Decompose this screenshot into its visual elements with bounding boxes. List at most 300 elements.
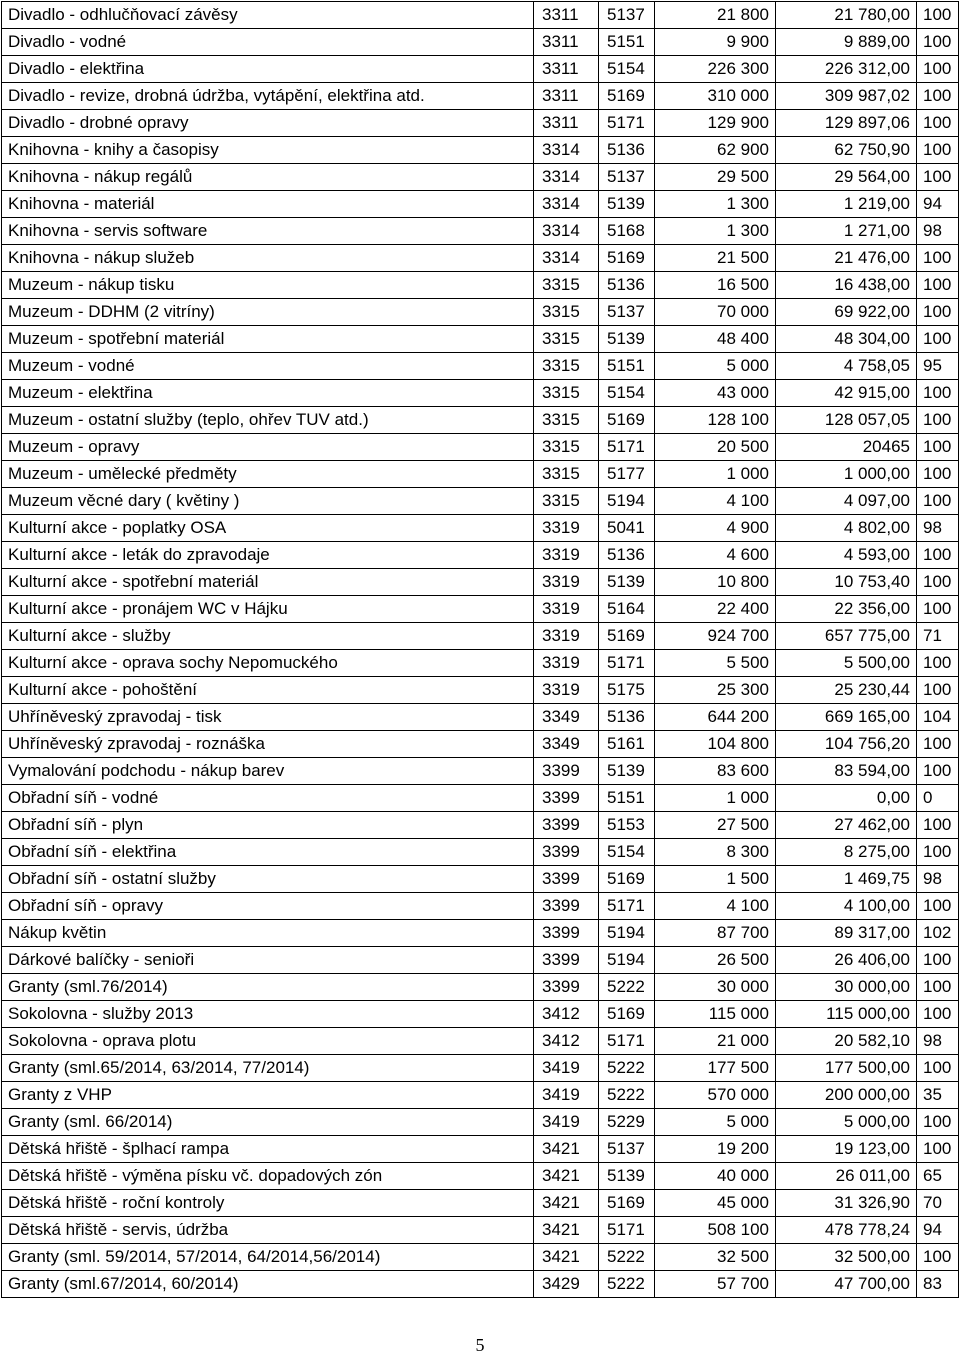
item-name-cell: Granty (sml. 59/2014, 57/2014, 64/2014,56/2014) <box>2 1244 534 1271</box>
table-row <box>2 1055 959 1082</box>
paragraph-cell: 3315 <box>534 434 599 461</box>
item-code-cell: 5136 <box>599 542 655 569</box>
table-row <box>2 1244 959 1271</box>
percent-cell: 0 <box>917 785 959 812</box>
item-name-cell: Kulturní akce - oprava sochy Nepomuckého <box>2 650 534 677</box>
item-code-cell: 5151 <box>599 785 655 812</box>
item-name-cell: Vymalování podchodu - nákup barev <box>2 758 534 785</box>
item-code-cell: 5222 <box>599 1055 655 1082</box>
spent-cell: 226 312,00 <box>776 56 917 83</box>
budget-cell: 20 500 <box>655 434 776 461</box>
item-code-cell: 5169 <box>599 83 655 110</box>
item-code-cell: 5161 <box>599 731 655 758</box>
item-code-cell: 5041 <box>599 515 655 542</box>
item-code-cell: 5168 <box>599 218 655 245</box>
percent-cell: 100 <box>917 758 959 785</box>
paragraph-cell: 3421 <box>534 1244 599 1271</box>
spent-cell: 29 564,00 <box>776 164 917 191</box>
spent-cell: 5 000,00 <box>776 1109 917 1136</box>
item-name-cell: Muzeum - vodné <box>2 353 534 380</box>
table-row <box>2 218 959 245</box>
table-row <box>2 272 959 299</box>
spent-cell: 21 780,00 <box>776 2 917 29</box>
spent-cell: 83 594,00 <box>776 758 917 785</box>
budget-cell: 32 500 <box>655 1244 776 1271</box>
budget-table-body <box>2 2 959 1298</box>
item-name-cell: Kulturní akce - pohoštění <box>2 677 534 704</box>
paragraph-cell: 3349 <box>534 704 599 731</box>
percent-cell: 100 <box>917 380 959 407</box>
budget-cell: 40 000 <box>655 1163 776 1190</box>
paragraph-cell: 3421 <box>534 1163 599 1190</box>
item-name-cell: Obřadní síň - elektřina <box>2 839 534 866</box>
item-code-cell: 5139 <box>599 569 655 596</box>
paragraph-cell: 3349 <box>534 731 599 758</box>
item-code-cell: 5151 <box>599 29 655 56</box>
paragraph-cell: 3399 <box>534 974 599 1001</box>
item-code-cell: 5171 <box>599 1217 655 1244</box>
budget-cell: 87 700 <box>655 920 776 947</box>
percent-cell: 71 <box>917 623 959 650</box>
percent-cell: 100 <box>917 1109 959 1136</box>
budget-cell: 129 900 <box>655 110 776 137</box>
item-name-cell: Dětská hřiště - šplhací rampa <box>2 1136 534 1163</box>
budget-cell: 924 700 <box>655 623 776 650</box>
budget-cell: 70 000 <box>655 299 776 326</box>
spent-cell: 42 915,00 <box>776 380 917 407</box>
item-name-cell: Knihovna - knihy a časopisy <box>2 137 534 164</box>
item-name-cell: Granty (sml.65/2014, 63/2014, 77/2014) <box>2 1055 534 1082</box>
budget-cell: 644 200 <box>655 704 776 731</box>
item-code-cell: 5222 <box>599 1082 655 1109</box>
page-number: 5 <box>475 1335 485 1355</box>
percent-cell: 100 <box>917 299 959 326</box>
budget-cell: 570 000 <box>655 1082 776 1109</box>
item-name-cell: Muzeum věcné dary ( květiny ) <box>2 488 534 515</box>
spent-cell: 10 753,40 <box>776 569 917 596</box>
budget-cell: 16 500 <box>655 272 776 299</box>
item-name-cell: Knihovna - servis software <box>2 218 534 245</box>
percent-cell: 100 <box>917 839 959 866</box>
percent-cell: 94 <box>917 191 959 218</box>
percent-cell: 100 <box>917 83 959 110</box>
paragraph-cell: 3319 <box>534 569 599 596</box>
item-name-cell: Granty (sml.67/2014, 60/2014) <box>2 1271 534 1298</box>
spent-cell: 25 230,44 <box>776 677 917 704</box>
item-code-cell: 5153 <box>599 812 655 839</box>
item-code-cell: 5169 <box>599 407 655 434</box>
table-row <box>2 677 959 704</box>
spent-cell: 30 000,00 <box>776 974 917 1001</box>
percent-cell: 65 <box>917 1163 959 1190</box>
paragraph-cell: 3319 <box>534 650 599 677</box>
percent-cell: 100 <box>917 569 959 596</box>
paragraph-cell: 3311 <box>534 29 599 56</box>
spent-cell: 9 889,00 <box>776 29 917 56</box>
budget-cell: 5 000 <box>655 353 776 380</box>
item-code-cell: 5229 <box>599 1109 655 1136</box>
budget-cell: 4 900 <box>655 515 776 542</box>
table-row <box>2 1028 959 1055</box>
budget-cell: 508 100 <box>655 1217 776 1244</box>
item-code-cell: 5136 <box>599 137 655 164</box>
spent-cell: 309 987,02 <box>776 83 917 110</box>
item-name-cell: Obřadní síň - ostatní služby <box>2 866 534 893</box>
paragraph-cell: 3399 <box>534 785 599 812</box>
spent-cell: 22 356,00 <box>776 596 917 623</box>
item-code-cell: 5169 <box>599 623 655 650</box>
paragraph-cell: 3315 <box>534 353 599 380</box>
percent-cell: 83 <box>917 1271 959 1298</box>
table-row <box>2 461 959 488</box>
item-name-cell: Nákup květin <box>2 920 534 947</box>
percent-cell: 100 <box>917 650 959 677</box>
item-code-cell: 5169 <box>599 1001 655 1028</box>
item-name-cell: Divadlo - elektřina <box>2 56 534 83</box>
percent-cell: 102 <box>917 920 959 947</box>
budget-cell: 83 600 <box>655 758 776 785</box>
paragraph-cell: 3319 <box>534 515 599 542</box>
table-row <box>2 785 959 812</box>
item-name-cell: Muzeum - elektřina <box>2 380 534 407</box>
percent-cell: 100 <box>917 488 959 515</box>
budget-cell: 9 900 <box>655 29 776 56</box>
paragraph-cell: 3319 <box>534 596 599 623</box>
item-name-cell: Obřadní síň - plyn <box>2 812 534 839</box>
paragraph-cell: 3421 <box>534 1190 599 1217</box>
spent-cell: 16 438,00 <box>776 272 917 299</box>
spent-cell: 657 775,00 <box>776 623 917 650</box>
paragraph-cell: 3314 <box>534 137 599 164</box>
table-row <box>2 1136 959 1163</box>
spent-cell: 8 275,00 <box>776 839 917 866</box>
budget-cell: 4 100 <box>655 893 776 920</box>
table-row <box>2 1163 959 1190</box>
item-code-cell: 5169 <box>599 866 655 893</box>
item-code-cell: 5177 <box>599 461 655 488</box>
paragraph-cell: 3421 <box>534 1136 599 1163</box>
budget-cell: 5 000 <box>655 1109 776 1136</box>
budget-cell: 45 000 <box>655 1190 776 1217</box>
paragraph-cell: 3315 <box>534 380 599 407</box>
table-row <box>2 380 959 407</box>
budget-cell: 27 500 <box>655 812 776 839</box>
percent-cell: 100 <box>917 947 959 974</box>
budget-cell: 177 500 <box>655 1055 776 1082</box>
paragraph-cell: 3421 <box>534 1217 599 1244</box>
spent-cell: 128 057,05 <box>776 407 917 434</box>
paragraph-cell: 3315 <box>534 299 599 326</box>
paragraph-cell: 3314 <box>534 245 599 272</box>
spent-cell: 200 000,00 <box>776 1082 917 1109</box>
budget-cell: 8 300 <box>655 839 776 866</box>
spent-cell: 32 500,00 <box>776 1244 917 1271</box>
paragraph-cell: 3311 <box>534 56 599 83</box>
item-code-cell: 5139 <box>599 1163 655 1190</box>
item-name-cell: Knihovna - materiál <box>2 191 534 218</box>
item-name-cell: Divadlo - revize, drobná údržba, vytápění, elektřina atd. <box>2 83 534 110</box>
table-row <box>2 758 959 785</box>
paragraph-cell: 3314 <box>534 164 599 191</box>
percent-cell: 100 <box>917 461 959 488</box>
spent-cell: 5 500,00 <box>776 650 917 677</box>
spent-cell: 4 758,05 <box>776 353 917 380</box>
item-name-cell: Knihovna - nákup služeb <box>2 245 534 272</box>
paragraph-cell: 3399 <box>534 920 599 947</box>
paragraph-cell: 3399 <box>534 758 599 785</box>
item-code-cell: 5171 <box>599 1028 655 1055</box>
budget-cell: 48 400 <box>655 326 776 353</box>
paragraph-cell: 3315 <box>534 272 599 299</box>
percent-cell: 100 <box>917 893 959 920</box>
spent-cell: 48 304,00 <box>776 326 917 353</box>
item-code-cell: 5137 <box>599 1136 655 1163</box>
budget-cell: 21 800 <box>655 2 776 29</box>
percent-cell: 100 <box>917 407 959 434</box>
item-name-cell: Kulturní akce - služby <box>2 623 534 650</box>
spent-cell: 26 406,00 <box>776 947 917 974</box>
paragraph-cell: 3399 <box>534 812 599 839</box>
item-code-cell: 5171 <box>599 650 655 677</box>
item-name-cell: Dárkové balíčky - senioři <box>2 947 534 974</box>
percent-cell: 98 <box>917 515 959 542</box>
spent-cell: 31 326,90 <box>776 1190 917 1217</box>
percent-cell: 100 <box>917 1136 959 1163</box>
budget-cell: 104 800 <box>655 731 776 758</box>
budget-cell: 226 300 <box>655 56 776 83</box>
table-row <box>2 299 959 326</box>
item-name-cell: Granty (sml.76/2014) <box>2 974 534 1001</box>
table-row <box>2 83 959 110</box>
paragraph-cell: 3399 <box>534 839 599 866</box>
spent-cell: 115 000,00 <box>776 1001 917 1028</box>
spent-cell: 1 469,75 <box>776 866 917 893</box>
table-row <box>2 974 959 1001</box>
percent-cell: 100 <box>917 974 959 1001</box>
spent-cell: 177 500,00 <box>776 1055 917 1082</box>
paragraph-cell: 3319 <box>534 623 599 650</box>
percent-cell: 35 <box>917 1082 959 1109</box>
paragraph-cell: 3419 <box>534 1055 599 1082</box>
paragraph-cell: 3319 <box>534 542 599 569</box>
paragraph-cell: 3315 <box>534 488 599 515</box>
budget-cell: 21 000 <box>655 1028 776 1055</box>
paragraph-cell: 3311 <box>534 2 599 29</box>
budget-cell: 128 100 <box>655 407 776 434</box>
budget-cell: 10 800 <box>655 569 776 596</box>
table-row <box>2 515 959 542</box>
item-name-cell: Granty z VHP <box>2 1082 534 1109</box>
item-name-cell: Dětská hřiště - výměna písku vč. dopadových zón <box>2 1163 534 1190</box>
item-code-cell: 5137 <box>599 164 655 191</box>
item-code-cell: 5222 <box>599 974 655 1001</box>
percent-cell: 100 <box>917 29 959 56</box>
item-name-cell: Muzeum - umělecké předměty <box>2 461 534 488</box>
percent-cell: 70 <box>917 1190 959 1217</box>
percent-cell: 100 <box>917 245 959 272</box>
spent-cell: 669 165,00 <box>776 704 917 731</box>
item-code-cell: 5194 <box>599 947 655 974</box>
paragraph-cell: 3314 <box>534 191 599 218</box>
item-code-cell: 5171 <box>599 110 655 137</box>
budget-cell: 5 500 <box>655 650 776 677</box>
budget-cell: 310 000 <box>655 83 776 110</box>
paragraph-cell: 3315 <box>534 461 599 488</box>
percent-cell: 100 <box>917 2 959 29</box>
table-row <box>2 704 959 731</box>
item-name-cell: Divadlo - odhlučňovací závěsy <box>2 2 534 29</box>
table-row <box>2 596 959 623</box>
percent-cell: 100 <box>917 731 959 758</box>
budget-cell: 1 300 <box>655 218 776 245</box>
percent-cell: 104 <box>917 704 959 731</box>
percent-cell: 100 <box>917 272 959 299</box>
table-row <box>2 2 959 29</box>
item-name-cell: Obřadní síň - vodné <box>2 785 534 812</box>
item-name-cell: Divadlo - vodné <box>2 29 534 56</box>
item-name-cell: Obřadní síň - opravy <box>2 893 534 920</box>
spent-cell: 26 011,00 <box>776 1163 917 1190</box>
spent-cell: 4 593,00 <box>776 542 917 569</box>
paragraph-cell: 3311 <box>534 110 599 137</box>
spent-cell: 1 000,00 <box>776 461 917 488</box>
item-code-cell: 5175 <box>599 677 655 704</box>
item-code-cell: 5136 <box>599 704 655 731</box>
item-code-cell: 5164 <box>599 596 655 623</box>
item-code-cell: 5169 <box>599 245 655 272</box>
table-row <box>2 110 959 137</box>
table-row <box>2 623 959 650</box>
budget-cell: 29 500 <box>655 164 776 191</box>
spent-cell: 62 750,90 <box>776 137 917 164</box>
table-row <box>2 29 959 56</box>
item-name-cell: Muzeum - DDHM (2 vitríny) <box>2 299 534 326</box>
percent-cell: 100 <box>917 1055 959 1082</box>
table-row <box>2 650 959 677</box>
spent-cell: 0,00 <box>776 785 917 812</box>
spent-cell: 129 897,06 <box>776 110 917 137</box>
table-row <box>2 1271 959 1298</box>
item-code-cell: 5136 <box>599 272 655 299</box>
item-code-cell: 5169 <box>599 1190 655 1217</box>
table-row <box>2 569 959 596</box>
item-name-cell: Sokolovna - oprava plotu <box>2 1028 534 1055</box>
paragraph-cell: 3399 <box>534 866 599 893</box>
budget-cell: 57 700 <box>655 1271 776 1298</box>
item-code-cell: 5151 <box>599 353 655 380</box>
percent-cell: 100 <box>917 137 959 164</box>
item-name-cell: Muzeum - opravy <box>2 434 534 461</box>
table-row <box>2 326 959 353</box>
spent-cell: 19 123,00 <box>776 1136 917 1163</box>
spent-cell: 4 097,00 <box>776 488 917 515</box>
spent-cell: 89 317,00 <box>776 920 917 947</box>
paragraph-cell: 3399 <box>534 947 599 974</box>
table-row <box>2 245 959 272</box>
item-name-cell: Kulturní akce - spotřební materiál <box>2 569 534 596</box>
percent-cell: 98 <box>917 1028 959 1055</box>
budget-cell: 1 300 <box>655 191 776 218</box>
table-row <box>2 191 959 218</box>
paragraph-cell: 3429 <box>534 1271 599 1298</box>
item-name-cell: Knihovna - nákup regálů <box>2 164 534 191</box>
table-row <box>2 1001 959 1028</box>
table-row <box>2 920 959 947</box>
budget-cell: 43 000 <box>655 380 776 407</box>
percent-cell: 98 <box>917 218 959 245</box>
budget-cell: 115 000 <box>655 1001 776 1028</box>
spent-cell: 104 756,20 <box>776 731 917 758</box>
table-row <box>2 866 959 893</box>
item-code-cell: 5222 <box>599 1271 655 1298</box>
table-row <box>2 56 959 83</box>
item-name-cell: Divadlo - drobné opravy <box>2 110 534 137</box>
percent-cell: 100 <box>917 812 959 839</box>
budget-cell: 4 600 <box>655 542 776 569</box>
spent-cell: 21 476,00 <box>776 245 917 272</box>
table-row <box>2 488 959 515</box>
item-name-cell: Kulturní akce - pronájem WC v Hájku <box>2 596 534 623</box>
item-code-cell: 5171 <box>599 893 655 920</box>
paragraph-cell: 3399 <box>534 893 599 920</box>
budget-cell: 22 400 <box>655 596 776 623</box>
item-code-cell: 5137 <box>599 2 655 29</box>
item-code-cell: 5194 <box>599 920 655 947</box>
percent-cell: 100 <box>917 677 959 704</box>
table-row <box>2 434 959 461</box>
budget-cell: 30 000 <box>655 974 776 1001</box>
spent-cell: 69 922,00 <box>776 299 917 326</box>
item-code-cell: 5154 <box>599 839 655 866</box>
spent-cell: 1 271,00 <box>776 218 917 245</box>
budget-cell: 19 200 <box>655 1136 776 1163</box>
spent-cell: 20 582,10 <box>776 1028 917 1055</box>
item-name-cell: Muzeum - nákup tisku <box>2 272 534 299</box>
item-name-cell: Muzeum - spotřební materiál <box>2 326 534 353</box>
percent-cell: 100 <box>917 164 959 191</box>
spent-cell: 47 700,00 <box>776 1271 917 1298</box>
percent-cell: 100 <box>917 326 959 353</box>
table-row <box>2 164 959 191</box>
table-row <box>2 731 959 758</box>
percent-cell: 100 <box>917 56 959 83</box>
item-code-cell: 5137 <box>599 299 655 326</box>
paragraph-cell: 3419 <box>534 1082 599 1109</box>
percent-cell: 100 <box>917 596 959 623</box>
percent-cell: 100 <box>917 542 959 569</box>
table-row <box>2 812 959 839</box>
table-row <box>2 407 959 434</box>
item-code-cell: 5194 <box>599 488 655 515</box>
spent-cell: 27 462,00 <box>776 812 917 839</box>
paragraph-cell: 3412 <box>534 1028 599 1055</box>
spent-cell: 4 802,00 <box>776 515 917 542</box>
item-code-cell: 5139 <box>599 326 655 353</box>
item-code-cell: 5139 <box>599 191 655 218</box>
item-code-cell: 5171 <box>599 434 655 461</box>
paragraph-cell: 3419 <box>534 1109 599 1136</box>
item-name-cell: Uhříněveský zpravodaj - roznáška <box>2 731 534 758</box>
budget-cell: 1 000 <box>655 461 776 488</box>
table-row <box>2 1217 959 1244</box>
table-row <box>2 893 959 920</box>
item-code-cell: 5222 <box>599 1244 655 1271</box>
item-name-cell: Sokolovna - služby 2013 <box>2 1001 534 1028</box>
paragraph-cell: 3311 <box>534 83 599 110</box>
table-row <box>2 1190 959 1217</box>
spent-cell: 4 100,00 <box>776 893 917 920</box>
item-code-cell: 5154 <box>599 380 655 407</box>
